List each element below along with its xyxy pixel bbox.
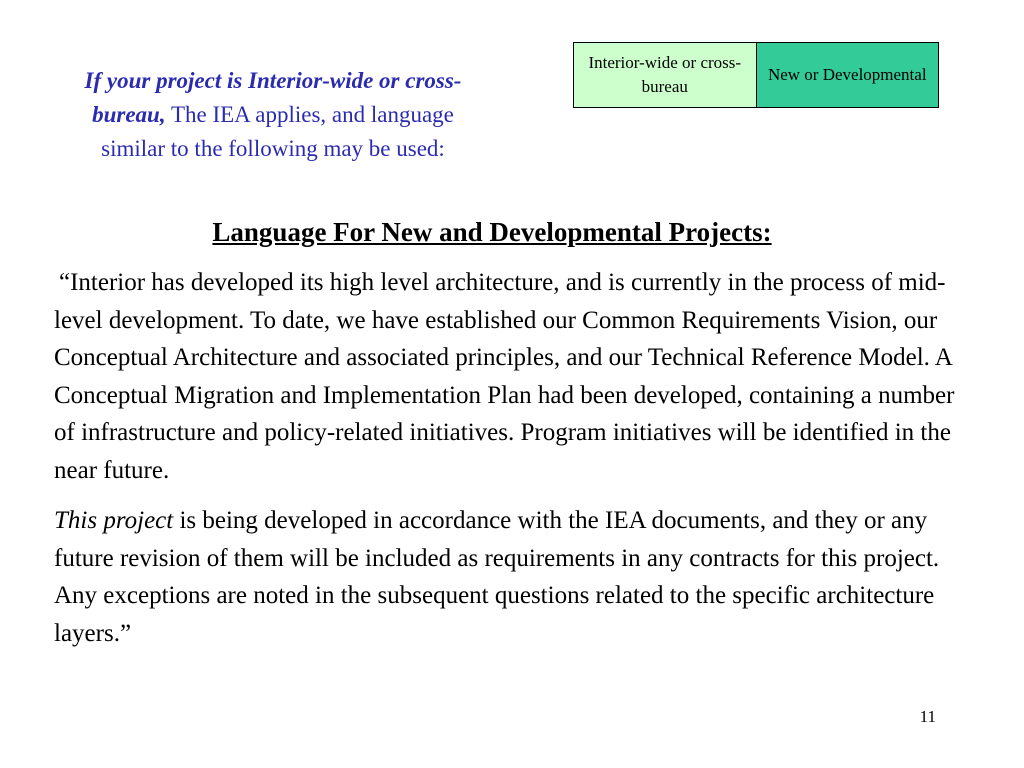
project-type-tag: New or Developmental xyxy=(757,43,939,107)
project-tags xyxy=(573,42,939,108)
boilerplate-text xyxy=(54,264,966,652)
scope-tag: Interior-wide or cross-bureau xyxy=(574,43,757,107)
intro-emphasis: If your project is Interior-wide or cross-bureau, xyxy=(84,68,462,127)
intro-note xyxy=(62,64,484,166)
paragraph-2 xyxy=(54,502,966,652)
intro-rest: The IEA applies, and language similar to the following may be used: xyxy=(101,102,454,161)
paragraph-2-rest: is being developed in accordance with the IEA documents, and they or any future revision of them will be included as requirements in any contracts for this project. Any exceptions are noted in the subsequent questions related to the specific architecture layers.” xyxy=(54,507,940,647)
page-number: 11 xyxy=(919,707,936,726)
paragraph-1: “Interior has developed its high level architecture, and is currently in the process of mid-level development. To date, we have established our Common Requirements Vision, our Conceptual Architecture and associated principles, and our Technical Reference Model. A Conceptual Migration and Implementation Plan had been developed, containing a number of infrastructure and policy-related initiatives. Program initiatives will be identified in the near future. xyxy=(54,269,955,484)
section-heading: Language For New and Developmental Projects: xyxy=(212,217,772,247)
paragraph-2-italic: This project xyxy=(54,507,174,534)
